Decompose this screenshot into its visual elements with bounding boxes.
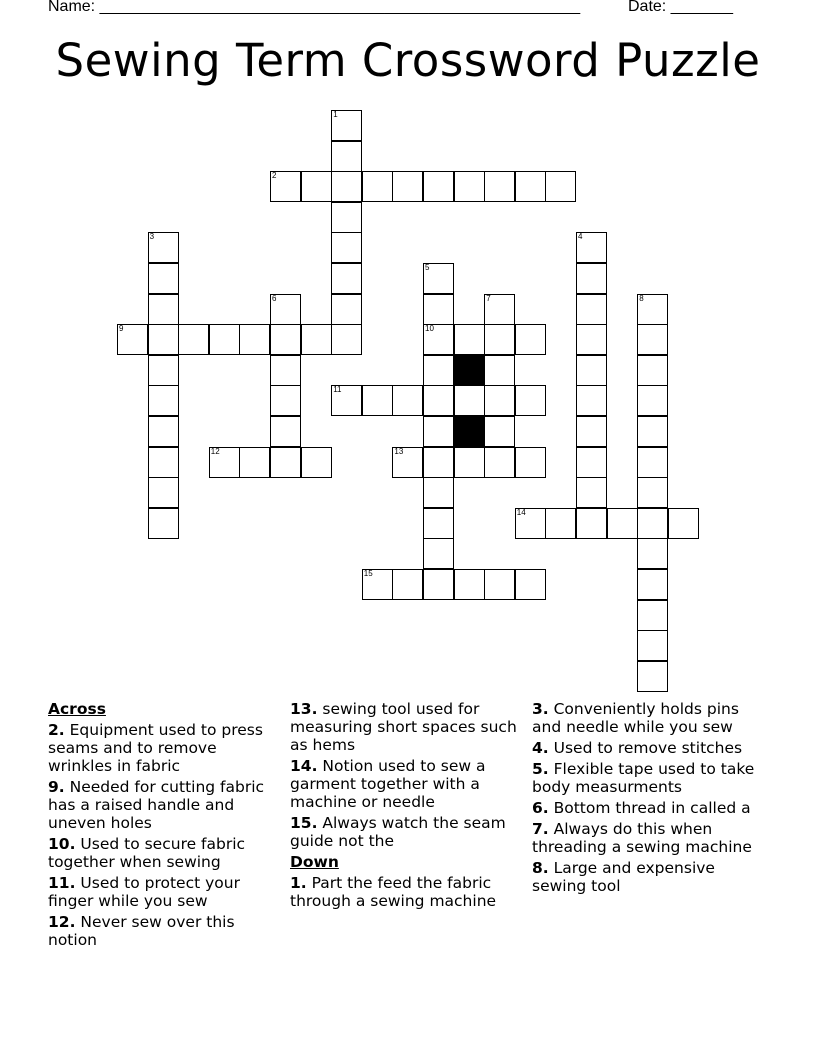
clue-text: Never sew over this notion — [48, 913, 235, 949]
crossword-cell[interactable] — [270, 355, 301, 386]
crossword-cell[interactable] — [331, 141, 362, 172]
crossword-cell[interactable] — [148, 232, 179, 263]
crossword-cell[interactable] — [423, 447, 454, 478]
clue-number-label: 8 — [639, 293, 644, 303]
crossword-cell[interactable] — [515, 508, 546, 539]
crossword-cell[interactable] — [576, 385, 607, 416]
crossword-black-cell — [454, 416, 485, 447]
crossword-cell[interactable] — [423, 355, 454, 386]
clue-down-6 — [532, 799, 768, 817]
crossword-cell[interactable] — [423, 477, 454, 508]
crossword-cell[interactable] — [209, 447, 240, 478]
clue-number: 7. — [532, 820, 549, 838]
crossword-cell[interactable] — [637, 600, 668, 631]
clue-text: Used to secure fabric together when sewing — [48, 835, 246, 871]
crossword-cell[interactable] — [515, 171, 546, 202]
crossword-cell[interactable] — [545, 171, 576, 202]
crossword-cell[interactable] — [148, 355, 179, 386]
crossword-cell[interactable] — [637, 294, 668, 325]
crossword-cell[interactable] — [362, 569, 393, 600]
crossword-cell[interactable] — [148, 263, 179, 294]
clue-text: Always do this when threading a sewing machine — [532, 820, 752, 856]
clue-number: 4. — [532, 739, 549, 757]
crossword-cell[interactable] — [515, 569, 546, 600]
crossword-cell[interactable] — [576, 294, 607, 325]
clue-down-1 — [290, 874, 526, 910]
clue-text: Bottom thread in called a — [548, 799, 751, 817]
crossword-cell[interactable] — [454, 171, 485, 202]
clue-number-label: 15 — [363, 569, 373, 578]
crossword-cell[interactable] — [454, 569, 485, 600]
crossword-cell[interactable] — [576, 232, 607, 263]
crossword-cell[interactable] — [637, 447, 668, 478]
clue-text: Used to protect your finger while you sew — [48, 874, 240, 910]
crossword-cell[interactable] — [331, 171, 362, 202]
crossword-cell[interactable] — [576, 477, 607, 508]
crossword-cell[interactable] — [637, 355, 668, 386]
clue-column-2 — [290, 700, 526, 913]
crossword-cell[interactable] — [576, 263, 607, 294]
crossword-cell[interactable] — [331, 202, 362, 233]
crossword-cell[interactable] — [423, 508, 454, 539]
crossword-cell[interactable] — [239, 447, 270, 478]
crossword-cell[interactable] — [362, 171, 393, 202]
crossword-cell[interactable] — [637, 477, 668, 508]
crossword-cell[interactable] — [637, 508, 668, 539]
clue-across-10 — [48, 835, 284, 871]
clue-number: 5. — [532, 760, 549, 778]
crossword-cell[interactable] — [607, 508, 638, 539]
clue-number-label: 14 — [516, 507, 526, 517]
crossword-cell[interactable] — [484, 324, 515, 355]
crossword-cell[interactable] — [484, 385, 515, 416]
crossword-cell[interactable] — [148, 477, 179, 508]
crossword-cell[interactable] — [148, 385, 179, 416]
clue-number-label: 3 — [149, 232, 155, 242]
crossword-cell[interactable] — [484, 569, 515, 600]
crossword-cell[interactable] — [331, 324, 362, 355]
clue-number-label: 7 — [486, 293, 491, 303]
clue-text: Notion used to sew a garment together with a machine or needle — [290, 757, 486, 811]
crossword-cell[interactable] — [484, 355, 515, 386]
clue-number: 8. — [532, 859, 549, 877]
clue-text: Needed for cutting fabric has a raised handle and uneven holes — [48, 778, 265, 832]
clue-number: 14. — [290, 757, 318, 775]
clue-across-12 — [48, 913, 284, 949]
crossword-cell[interactable] — [637, 324, 668, 355]
clue-number: 12. — [48, 913, 76, 931]
crossword-cell[interactable] — [270, 447, 301, 478]
clue-column-1 — [48, 700, 284, 952]
clue-down-8 — [532, 859, 768, 895]
clue-across-11 — [48, 874, 284, 910]
crossword-cell[interactable] — [423, 538, 454, 569]
crossword-cell[interactable] — [331, 263, 362, 294]
crossword-cell[interactable] — [484, 171, 515, 202]
crossword-cell[interactable] — [423, 171, 454, 202]
name-field-label: Name: ______________________________________________________ — [48, 0, 581, 15]
clue-number-label: 10 — [425, 324, 434, 334]
clue-number-label: 5 — [425, 263, 430, 272]
clue-number: 2. — [48, 721, 65, 739]
clue-text: Flexible tape used to take body measurments — [532, 760, 755, 796]
crossword-cell[interactable] — [270, 171, 301, 202]
crossword-cell[interactable] — [423, 569, 454, 600]
crossword-cell[interactable] — [331, 110, 362, 141]
clue-across-2 — [48, 721, 284, 775]
clue-across-13 — [290, 700, 526, 754]
clue-number-label: 13 — [394, 446, 404, 456]
clue-text: Conveniently holds pins and needle while you sew — [532, 700, 739, 736]
clue-number-label: 11 — [333, 385, 342, 395]
date-field-label: Date: _______ — [628, 0, 733, 15]
crossword-cell[interactable] — [270, 294, 301, 325]
crossword-cell[interactable] — [515, 447, 546, 478]
crossword-cell[interactable] — [331, 294, 362, 325]
clue-number-label: 12 — [210, 446, 220, 456]
crossword-cell[interactable] — [545, 508, 576, 539]
crossword-cell[interactable] — [239, 324, 270, 355]
clue-text: Large and expensive sewing tool — [532, 859, 715, 895]
clue-number: 11. — [48, 874, 76, 892]
crossword-cell[interactable] — [301, 447, 332, 478]
clue-number: 1. — [290, 874, 307, 892]
crossword-cell[interactable] — [270, 385, 301, 416]
clue-number-label: 2 — [272, 171, 277, 181]
clue-across-9 — [48, 778, 284, 832]
clue-number: 10. — [48, 835, 76, 853]
crossword-cell[interactable] — [209, 324, 240, 355]
crossword-cell[interactable] — [270, 324, 301, 355]
clue-text: Always watch the seam guide not the — [290, 814, 506, 850]
crossword-cell[interactable] — [148, 416, 179, 447]
clue-text: Part the feed the fabric through a sewing machine — [290, 874, 497, 910]
clue-number: 13. — [290, 700, 318, 718]
crossword-cell[interactable] — [637, 661, 668, 692]
crossword-cell[interactable] — [392, 447, 423, 478]
clue-down-5 — [532, 760, 768, 796]
page-title: Sewing Term Crossword Puzzle — [55, 34, 761, 87]
clue-number: 3. — [532, 700, 549, 718]
crossword-cell[interactable] — [301, 324, 332, 355]
crossword-cell[interactable] — [423, 385, 454, 416]
clue-number: 6. — [532, 799, 549, 817]
crossword-cell[interactable] — [362, 385, 393, 416]
clue-column-3 — [532, 700, 768, 898]
clue-number: 9. — [48, 778, 65, 796]
crossword-cell[interactable] — [270, 416, 301, 447]
crossword-cell[interactable] — [423, 324, 454, 355]
clue-down-7 — [532, 820, 768, 856]
crossword-cell[interactable] — [148, 447, 179, 478]
clue-down-3 — [532, 700, 768, 736]
clue-number-label: 1 — [333, 110, 338, 119]
crossword-cell[interactable] — [454, 324, 485, 355]
crossword-cell[interactable] — [637, 569, 668, 600]
crossword-cell[interactable] — [331, 232, 362, 263]
clue-text: Equipment used to press seams and to remove wrinkles in fabric — [48, 721, 263, 775]
crossword-cell[interactable] — [178, 324, 209, 355]
crossword-cell[interactable] — [576, 447, 607, 478]
crossword-cell[interactable] — [454, 447, 485, 478]
crossword-cell[interactable] — [515, 324, 546, 355]
crossword-cell[interactable] — [423, 294, 454, 325]
crossword-cell[interactable] — [515, 385, 546, 416]
clue-down-4 — [532, 739, 768, 757]
crossword-cell[interactable] — [637, 538, 668, 569]
clue-number: 15. — [290, 814, 318, 832]
clue-text: sewing tool used for measuring short spaces such as hems — [290, 700, 517, 754]
crossword-cell[interactable] — [423, 416, 454, 447]
clue-number-label: 9 — [119, 324, 124, 334]
crossword-cell[interactable] — [392, 171, 423, 202]
clue-number-label: 6 — [272, 293, 277, 303]
crossword-cell[interactable] — [668, 508, 699, 539]
crossword-black-cell — [454, 355, 485, 386]
crossword-cell[interactable] — [148, 294, 179, 325]
crossword-cell[interactable] — [423, 263, 454, 294]
crossword-cell[interactable] — [454, 385, 485, 416]
crossword-cell[interactable] — [637, 630, 668, 661]
crossword-cell[interactable] — [148, 324, 179, 355]
crossword-cell[interactable] — [576, 355, 607, 386]
crossword-cell[interactable] — [576, 508, 607, 539]
crossword-cell[interactable] — [301, 171, 332, 202]
clue-across-15 — [290, 814, 526, 850]
down-heading: Down — [290, 853, 339, 871]
crossword-cell[interactable] — [484, 416, 515, 447]
clue-number-label: 4 — [578, 232, 583, 242]
crossword-cell[interactable] — [484, 447, 515, 478]
crossword-cell[interactable] — [484, 294, 515, 325]
clue-across-14 — [290, 757, 526, 811]
across-heading: Across — [48, 700, 106, 718]
crossword-cell[interactable] — [576, 324, 607, 355]
crossword-cell[interactable] — [637, 385, 668, 416]
crossword-cell[interactable] — [392, 385, 423, 416]
crossword-cell[interactable] — [637, 416, 668, 447]
crossword-cell[interactable] — [148, 508, 179, 539]
crossword-cell[interactable] — [392, 569, 423, 600]
crossword-cell[interactable] — [576, 416, 607, 447]
crossword-cell[interactable] — [117, 324, 148, 355]
clue-text: Used to remove stitches — [548, 739, 743, 757]
crossword-cell[interactable] — [331, 385, 362, 416]
